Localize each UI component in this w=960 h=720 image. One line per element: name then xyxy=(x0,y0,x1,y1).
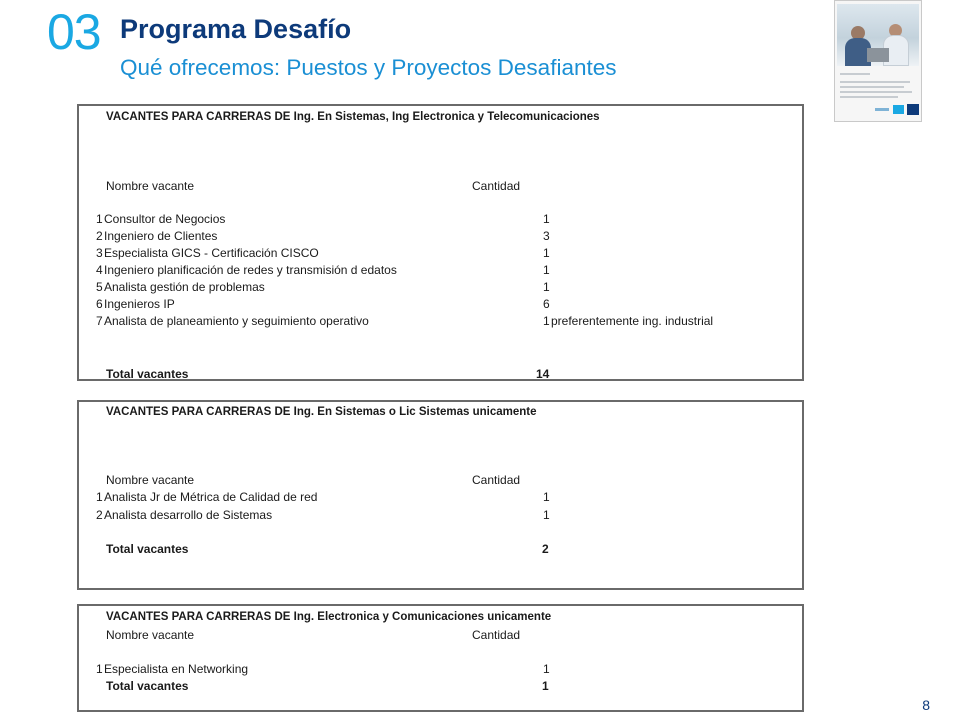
table-row xyxy=(79,211,802,227)
thumbnail-text-line xyxy=(840,81,910,83)
vacancy-name: Especialista GICS - Certificación CISCO xyxy=(104,246,319,260)
section-number: 03 xyxy=(47,4,101,60)
page-subtitle: Qué ofrecemos: Puestos y Proyectos Desafiantes xyxy=(120,55,617,80)
row-number: 7 xyxy=(96,314,103,328)
vacancy-quantity: 3 xyxy=(543,229,550,243)
vacancy-quantity: 6 xyxy=(543,297,550,311)
row-number: 3 xyxy=(96,246,103,260)
vacancy-quantity: 1 xyxy=(543,662,550,676)
total-label: Total vacantes xyxy=(106,542,189,556)
table-row xyxy=(79,507,802,523)
row-number: 4 xyxy=(96,263,103,277)
column-header-quantity: Cantidad xyxy=(472,179,521,193)
thumbnail-text-line xyxy=(840,86,904,88)
vacancy-quantity: 1 xyxy=(543,508,550,522)
vacancy-name: Analista de planeamiento y seguimiento operativo xyxy=(104,314,369,328)
total-value: 1 xyxy=(542,679,549,693)
row-number: 1 xyxy=(96,490,103,504)
table-total-row xyxy=(79,366,802,382)
laptop-icon xyxy=(867,48,889,62)
column-header-quantity: Cantidad xyxy=(472,473,521,487)
thumbnail-text-line xyxy=(840,96,898,98)
thumbnail-text-line xyxy=(840,73,870,75)
table-row xyxy=(79,313,802,329)
row-number: 6 xyxy=(96,297,103,311)
column-header-quantity: Cantidad xyxy=(472,628,521,642)
thumbnail-text-line xyxy=(840,91,912,93)
vacancy-quantity: 1 xyxy=(543,212,550,226)
total-label: Total vacantes xyxy=(106,679,189,693)
table-row xyxy=(79,262,802,278)
vacancy-name: Ingenieros IP xyxy=(104,297,175,311)
vacancy-quantity: 1 xyxy=(543,490,550,504)
column-header-name: Nombre vacante xyxy=(106,628,195,642)
vacancy-name: Ingeniero planificación de redes y transmisión d edatos xyxy=(104,263,397,277)
table-heading: VACANTES PARA CARRERAS DE Ing. Electronica y Comunicaciones unicamente xyxy=(106,611,552,623)
thumbnail-photo xyxy=(837,4,919,66)
row-number: 2 xyxy=(96,229,103,243)
table-total-row xyxy=(79,541,802,557)
row-number: 5 xyxy=(96,280,103,294)
vacancy-quantity: 1 xyxy=(543,263,550,277)
vacancy-quantity: 1 xyxy=(543,314,550,328)
table-row xyxy=(79,296,802,312)
vacancies-table-systems-electronics-telecom xyxy=(77,104,804,381)
row-number: 2 xyxy=(96,508,103,522)
page-number: 8 xyxy=(922,697,930,713)
page-title: Programa Desafío xyxy=(120,14,352,44)
row-number: 1 xyxy=(96,662,103,676)
vacancy-note: preferentemente ing. industrial xyxy=(551,314,714,328)
vacancy-name: Especialista en Networking xyxy=(104,662,249,676)
vacancy-quantity: 1 xyxy=(543,246,550,260)
column-header-name: Nombre vacante xyxy=(106,179,195,193)
table-heading: VACANTES PARA CARRERAS DE Ing. En Sistemas, Ing Electronica y Telecomunicaciones xyxy=(106,111,600,123)
table-heading: VACANTES PARA CARRERAS DE Ing. En Sistemas o Lic Sistemas unicamente xyxy=(106,406,537,418)
table-row xyxy=(79,245,802,261)
logo-icon xyxy=(907,104,919,115)
table-row xyxy=(79,228,802,244)
vacancies-table-electronics-communications xyxy=(77,604,804,712)
brochure-thumbnail-image xyxy=(834,0,922,122)
vacancy-name: Analista Jr de Métrica de Calidad de red xyxy=(104,490,318,504)
total-value: 2 xyxy=(542,542,549,556)
table-row xyxy=(79,489,802,505)
row-number: 1 xyxy=(96,212,103,226)
table-total-row xyxy=(79,678,802,694)
vacancy-name: Consultor de Negocios xyxy=(104,212,226,226)
vacancy-name: Analista desarrollo de Sistemas xyxy=(104,508,273,522)
thumbnail-logo-text xyxy=(875,108,889,111)
total-value: 14 xyxy=(536,367,550,381)
table-row xyxy=(79,279,802,295)
column-header-name: Nombre vacante xyxy=(106,473,195,487)
table-row xyxy=(79,661,802,677)
vacancies-table-systems-only xyxy=(77,400,804,590)
vacancy-name: Analista gestión de problemas xyxy=(104,280,265,294)
total-label: Total vacantes xyxy=(106,367,189,381)
logo-icon xyxy=(893,105,904,114)
vacancy-name: Ingeniero de Clientes xyxy=(104,229,218,243)
vacancy-quantity: 1 xyxy=(543,280,550,294)
